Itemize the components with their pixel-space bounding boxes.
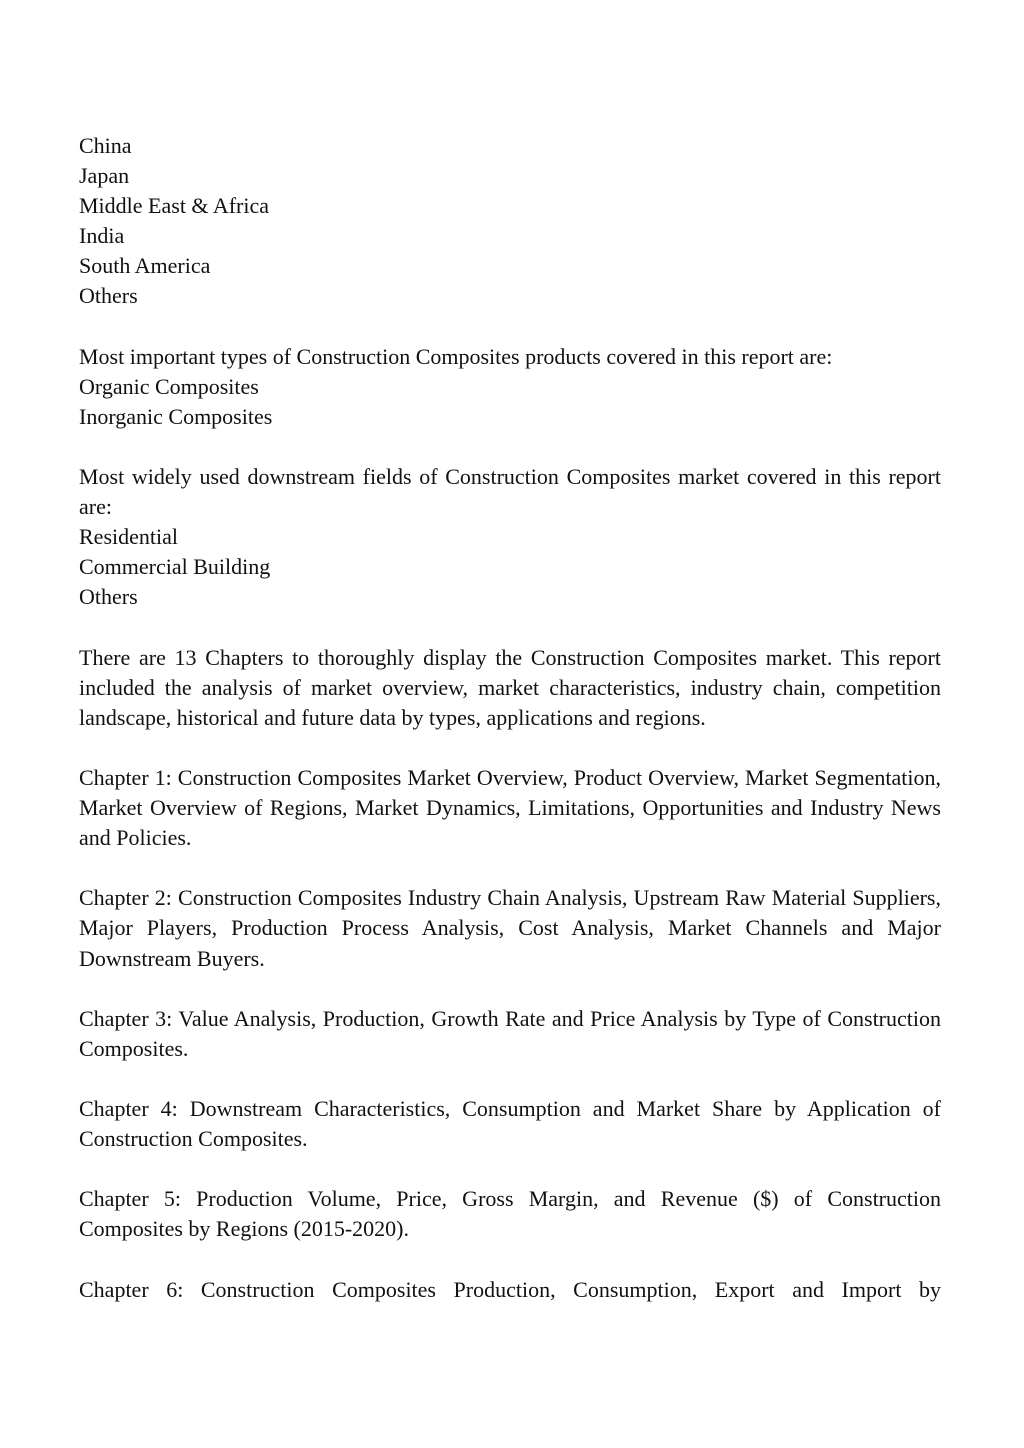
chapter-paragraph: Chapter 4: Downstream Characteristics, Consumption and Market Share by Application of Construction Composites. xyxy=(79,1096,941,1152)
paragraph-gap xyxy=(79,853,941,883)
chapter-paragraph: Chapter 6: Construction Composites Production, Consumption, Export and Import by xyxy=(79,1276,941,1302)
paragraph-gap xyxy=(79,974,941,1004)
paragraph-gap xyxy=(79,1244,941,1274)
paragraph-gap xyxy=(79,432,941,462)
fields-section xyxy=(79,462,941,612)
field-item: Others xyxy=(79,584,138,610)
region-item: South America xyxy=(79,253,211,279)
paragraph-gap xyxy=(79,613,941,643)
region-item: China xyxy=(79,133,132,158)
type-item: Organic Composites xyxy=(79,373,259,399)
paragraph-gap xyxy=(79,733,941,763)
field-item: Residential xyxy=(79,524,178,550)
document-page xyxy=(79,131,941,1305)
paragraph-gap xyxy=(79,1154,941,1184)
fields-heading: Most widely used downstream fields of Construction Composites market covered in this report are: xyxy=(79,464,941,520)
chapter-paragraph: Chapter 5: Production Volume, Price, Gross Margin, and Revenue ($) of Construction Composites by Regions (2015-2020). xyxy=(79,1186,941,1242)
region-item: Others xyxy=(79,283,138,309)
region-item: Middle East & Africa xyxy=(79,193,270,219)
chapter-paragraph: Chapter 3: Value Analysis, Production, Growth Rate and Price Analysis by Type of Construction Composites. xyxy=(79,1005,941,1061)
paragraph-gap xyxy=(79,1064,941,1094)
region-list xyxy=(79,131,941,312)
type-item: Inorganic Composites xyxy=(79,403,273,429)
paragraph-gap xyxy=(79,312,941,342)
chapter-paragraph: Chapter 2: Construction Composites Industry Chain Analysis, Upstream Raw Material Suppliers, Major Players, Production Process Analysis, Cost Analysis, Market Channels and Major Downstream Buyers. xyxy=(79,885,941,971)
intro-paragraph: There are 13 Chapters to thoroughly display the Construction Composites market. This report included the analysis of market overview, market characteristics, industry chain, competition landscape, historical and future data by types, applications and regions. xyxy=(79,644,941,730)
region-item: India xyxy=(79,223,125,249)
types-heading: Most important types of Construction Composites products covered in this report are: xyxy=(79,343,833,369)
region-item: Japan xyxy=(79,163,130,189)
types-section xyxy=(79,342,941,432)
chapter-paragraph: Chapter 1: Construction Composites Market Overview, Product Overview, Market Segmentation, Market Overview of Regions, Market Dynamics, Limitations, Opportunities and Industry News and Policies. xyxy=(79,764,941,851)
field-item: Commercial Building xyxy=(79,554,271,580)
